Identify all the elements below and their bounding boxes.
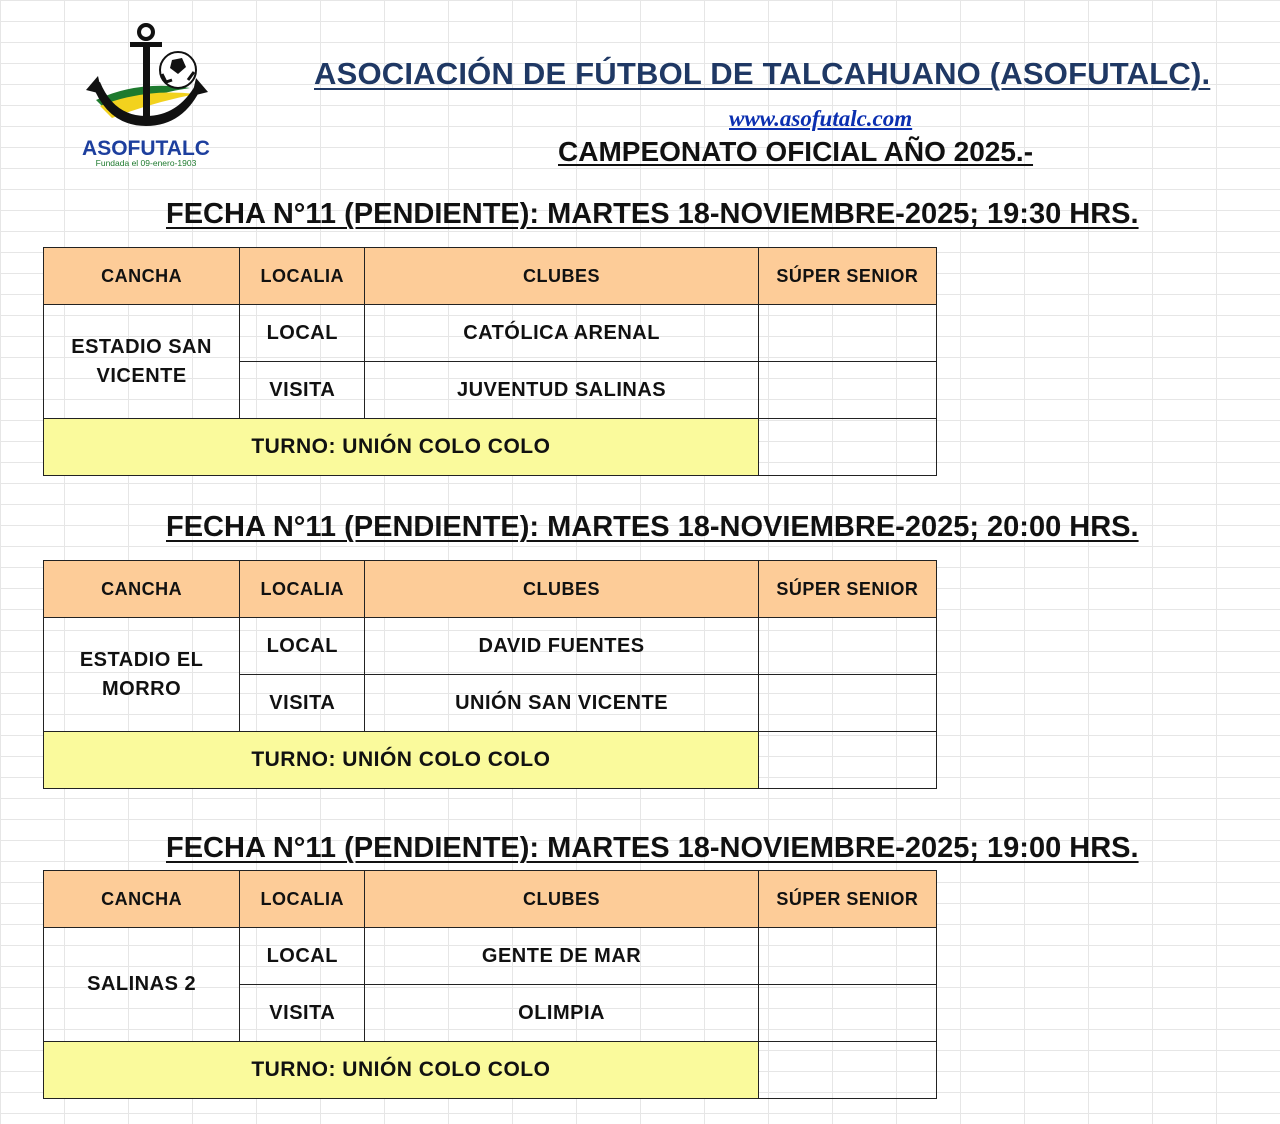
club-local: GENTE DE MAR [365, 928, 758, 985]
super-senior-cell [758, 675, 936, 732]
localia-local: LOCAL [240, 928, 365, 985]
super-senior-cell [758, 732, 936, 789]
venue-cell: ESTADIO EL MORRO [44, 618, 240, 732]
organization-title: ASOCIACIÓN DE FÚTBOL DE TALCAHUANO (ASOFUTALC). [314, 56, 1211, 91]
super-senior-cell [758, 928, 936, 985]
anchor-ball-logo-icon [78, 22, 218, 172]
super-senior-cell [758, 985, 936, 1042]
super-senior-cell [758, 1042, 936, 1099]
super-senior-cell [758, 362, 936, 419]
svg-text:ASOFUTALC: ASOFUTALC [82, 137, 210, 160]
super-senior-cell [758, 305, 936, 362]
fixture-2-date-heading: FECHA N°11 (PENDIENTE): MARTES 18-NOVIEMBRE-2025; 20:00 HRS. [166, 511, 1139, 543]
localia-local: LOCAL [240, 618, 365, 675]
table-header-row [44, 871, 937, 928]
table-row-local [44, 305, 937, 362]
championship-title: CAMPEONATO OFICIAL AÑO 2025.- [558, 136, 1034, 167]
localia-visita: VISITA [240, 675, 365, 732]
website-link[interactable]: www.asofutalc.com [729, 106, 913, 131]
fixture-1-table [43, 247, 937, 476]
table-header-row [44, 561, 937, 618]
localia-visita: VISITA [240, 985, 365, 1042]
header-localia: LOCALIA [240, 248, 365, 305]
header-clubes: CLUBES [365, 248, 758, 305]
super-senior-cell [758, 419, 936, 476]
turno-cell: TURNO: UNIÓN COLO COLO [44, 732, 759, 789]
super-senior-cell [758, 618, 936, 675]
club-local: CATÓLICA ARENAL [365, 305, 758, 362]
table-row-local [44, 618, 937, 675]
table-row-local [44, 928, 937, 985]
club-local: DAVID FUENTES [365, 618, 758, 675]
header-cancha: CANCHA [44, 248, 240, 305]
table-header-row [44, 248, 937, 305]
header-super-senior: SÚPER SENIOR [758, 248, 936, 305]
header-super-senior: SÚPER SENIOR [758, 561, 936, 618]
club-visita: JUVENTUD SALINAS [365, 362, 758, 419]
club-visita: UNIÓN SAN VICENTE [365, 675, 758, 732]
fixture-2-table [43, 560, 937, 789]
header-super-senior: SÚPER SENIOR [758, 871, 936, 928]
header-localia: LOCALIA [240, 561, 365, 618]
localia-visita: VISITA [240, 362, 365, 419]
turno-cell: TURNO: UNIÓN COLO COLO [44, 419, 759, 476]
header-localia: LOCALIA [240, 871, 365, 928]
turno-cell: TURNO: UNIÓN COLO COLO [44, 1042, 759, 1099]
table-row-turno [44, 732, 937, 789]
svg-text:Fundada el 09-enero-1903: Fundada el 09-enero-1903 [95, 158, 197, 168]
fixture-3-table [43, 870, 937, 1099]
asofutalc-logo [78, 22, 218, 172]
header-clubes: CLUBES [365, 561, 758, 618]
header-cancha: CANCHA [44, 871, 240, 928]
table-row-turno [44, 1042, 937, 1099]
venue-cell: SALINAS 2 [44, 928, 240, 1042]
localia-local: LOCAL [240, 305, 365, 362]
table-row-turno [44, 419, 937, 476]
header-clubes: CLUBES [365, 871, 758, 928]
fixture-1-date-heading: FECHA N°11 (PENDIENTE): MARTES 18-NOVIEMBRE-2025; 19:30 HRS. [166, 198, 1139, 230]
venue-cell: ESTADIO SAN VICENTE [44, 305, 240, 419]
header-cancha: CANCHA [44, 561, 240, 618]
fixture-3-date-heading: FECHA N°11 (PENDIENTE): MARTES 18-NOVIEMBRE-2025; 19:00 HRS. [166, 832, 1139, 864]
club-visita: OLIMPIA [365, 985, 758, 1042]
